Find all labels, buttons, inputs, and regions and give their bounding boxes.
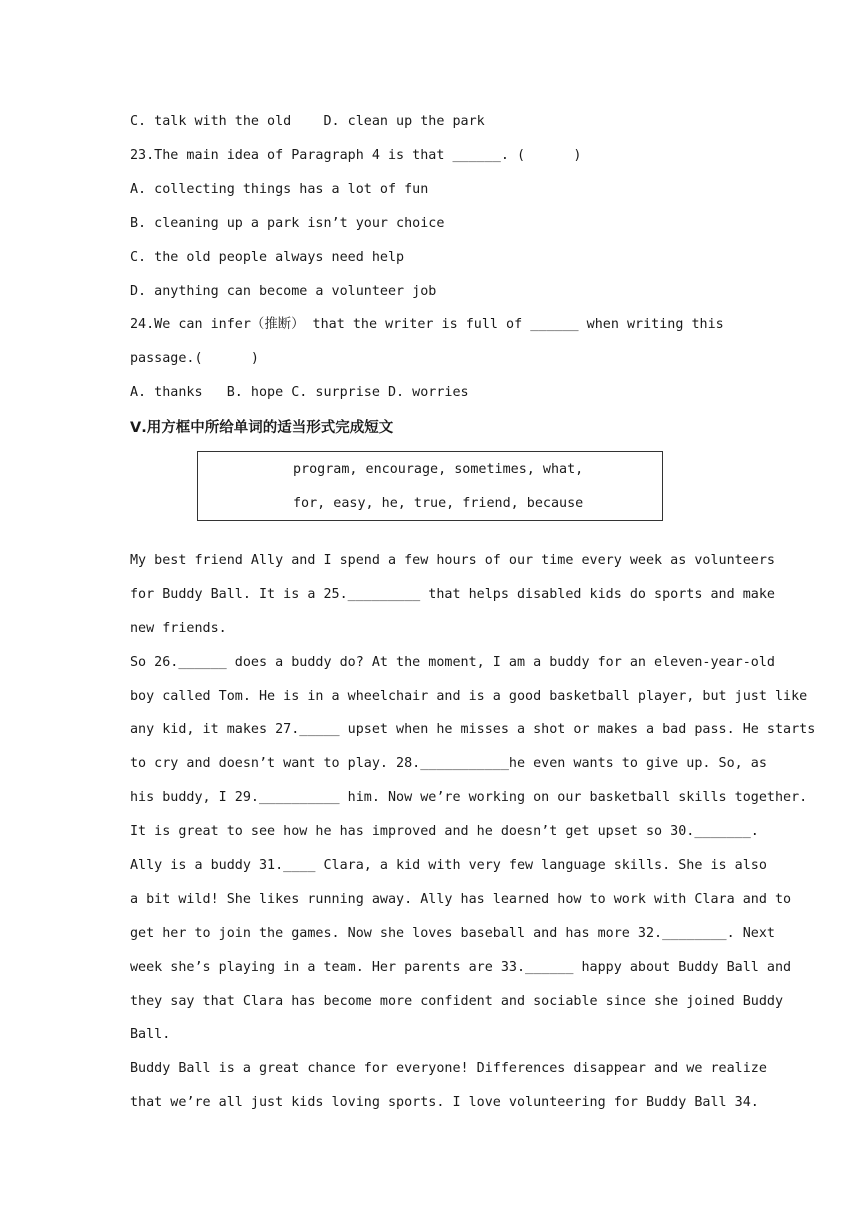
passage-line: Buddy Ball is a great chance for everyone! Differences disappear and we realize — [130, 1061, 767, 1077]
passage-line: Ally is a buddy 31.____ Clara, a kid with very few language skills. She is also — [130, 858, 767, 874]
q23-option-d: D. anything can become a volunteer job — [130, 284, 437, 299]
q22-options-cd: C. talk with the old D. clean up the park — [130, 114, 485, 129]
passage-line: to cry and doesn’t want to play. 28.___________he even wants to give up. So, as — [130, 756, 767, 772]
q24-options: A. thanks B. hope C. surprise D. worries — [130, 385, 469, 400]
passage-line: Ball. — [130, 1027, 171, 1043]
passage-line: boy called Tom. He is in a wheelchair and is a good basketball player, but just like — [130, 688, 808, 704]
passage-line: My best friend Ally and I spend a few hours of our time every week as volunteers — [130, 553, 775, 568]
passage-line: a bit wild! She likes running away. Ally has learned how to work with Clara and to — [130, 891, 792, 907]
passage-line: It is great to see how he has improved and he doesn’t get upset so 30._______. — [130, 824, 759, 840]
q23-option-b: B. cleaning up a park isn’t your choice — [130, 216, 445, 231]
passage — [130, 552, 816, 1128]
passage-line: week she’s playing in a team. Her parents are 33.______ happy about Buddy Ball and — [130, 959, 792, 975]
q23-option-c: C. the old people always need help — [130, 250, 405, 265]
passage-line: for Buddy Ball. It is a 25._________ that helps disabled kids do sports and make — [130, 586, 775, 602]
passage-line: his buddy, I 29.__________ him. Now we’re working on our basketball skills together. — [130, 790, 808, 806]
passage-line: they say that Clara has become more confident and sociable since she joined Buddy — [130, 993, 784, 1009]
word-box-line1: program, encourage, sometimes, what, — [293, 462, 584, 477]
q24-stem-line1: 24.We can infer（推断） that the writer is full of ______ when writing this — [130, 317, 724, 332]
passage-line: new friends. — [130, 620, 227, 636]
passage-line: get her to join the games. Now she loves baseball and has more 32.________. Next — [130, 925, 775, 941]
passage-line: any kid, it makes 27._____ upset when he misses a shot or makes a bad pass. He starts — [130, 722, 816, 738]
word-box — [197, 451, 663, 521]
q23-stem: 23.The main idea of Paragraph 4 is that ______. ( ) — [130, 148, 582, 163]
section-heading: Ⅴ.用方框中所给单词的适当形式完成短文 — [130, 420, 394, 436]
q23-option-a: A. collecting things has a lot of fun — [130, 182, 429, 197]
passage-line: that we’re all just kids loving sports. I love volunteering for Buddy Ball 34. — [130, 1095, 759, 1111]
word-box-line2: for, easy, he, true, friend, because — [293, 496, 584, 511]
q24-stem-line2: passage.( ) — [130, 351, 259, 366]
passage-line: So 26.______ does a buddy do? At the moment, I am a buddy for an eleven-year-old — [130, 654, 775, 670]
